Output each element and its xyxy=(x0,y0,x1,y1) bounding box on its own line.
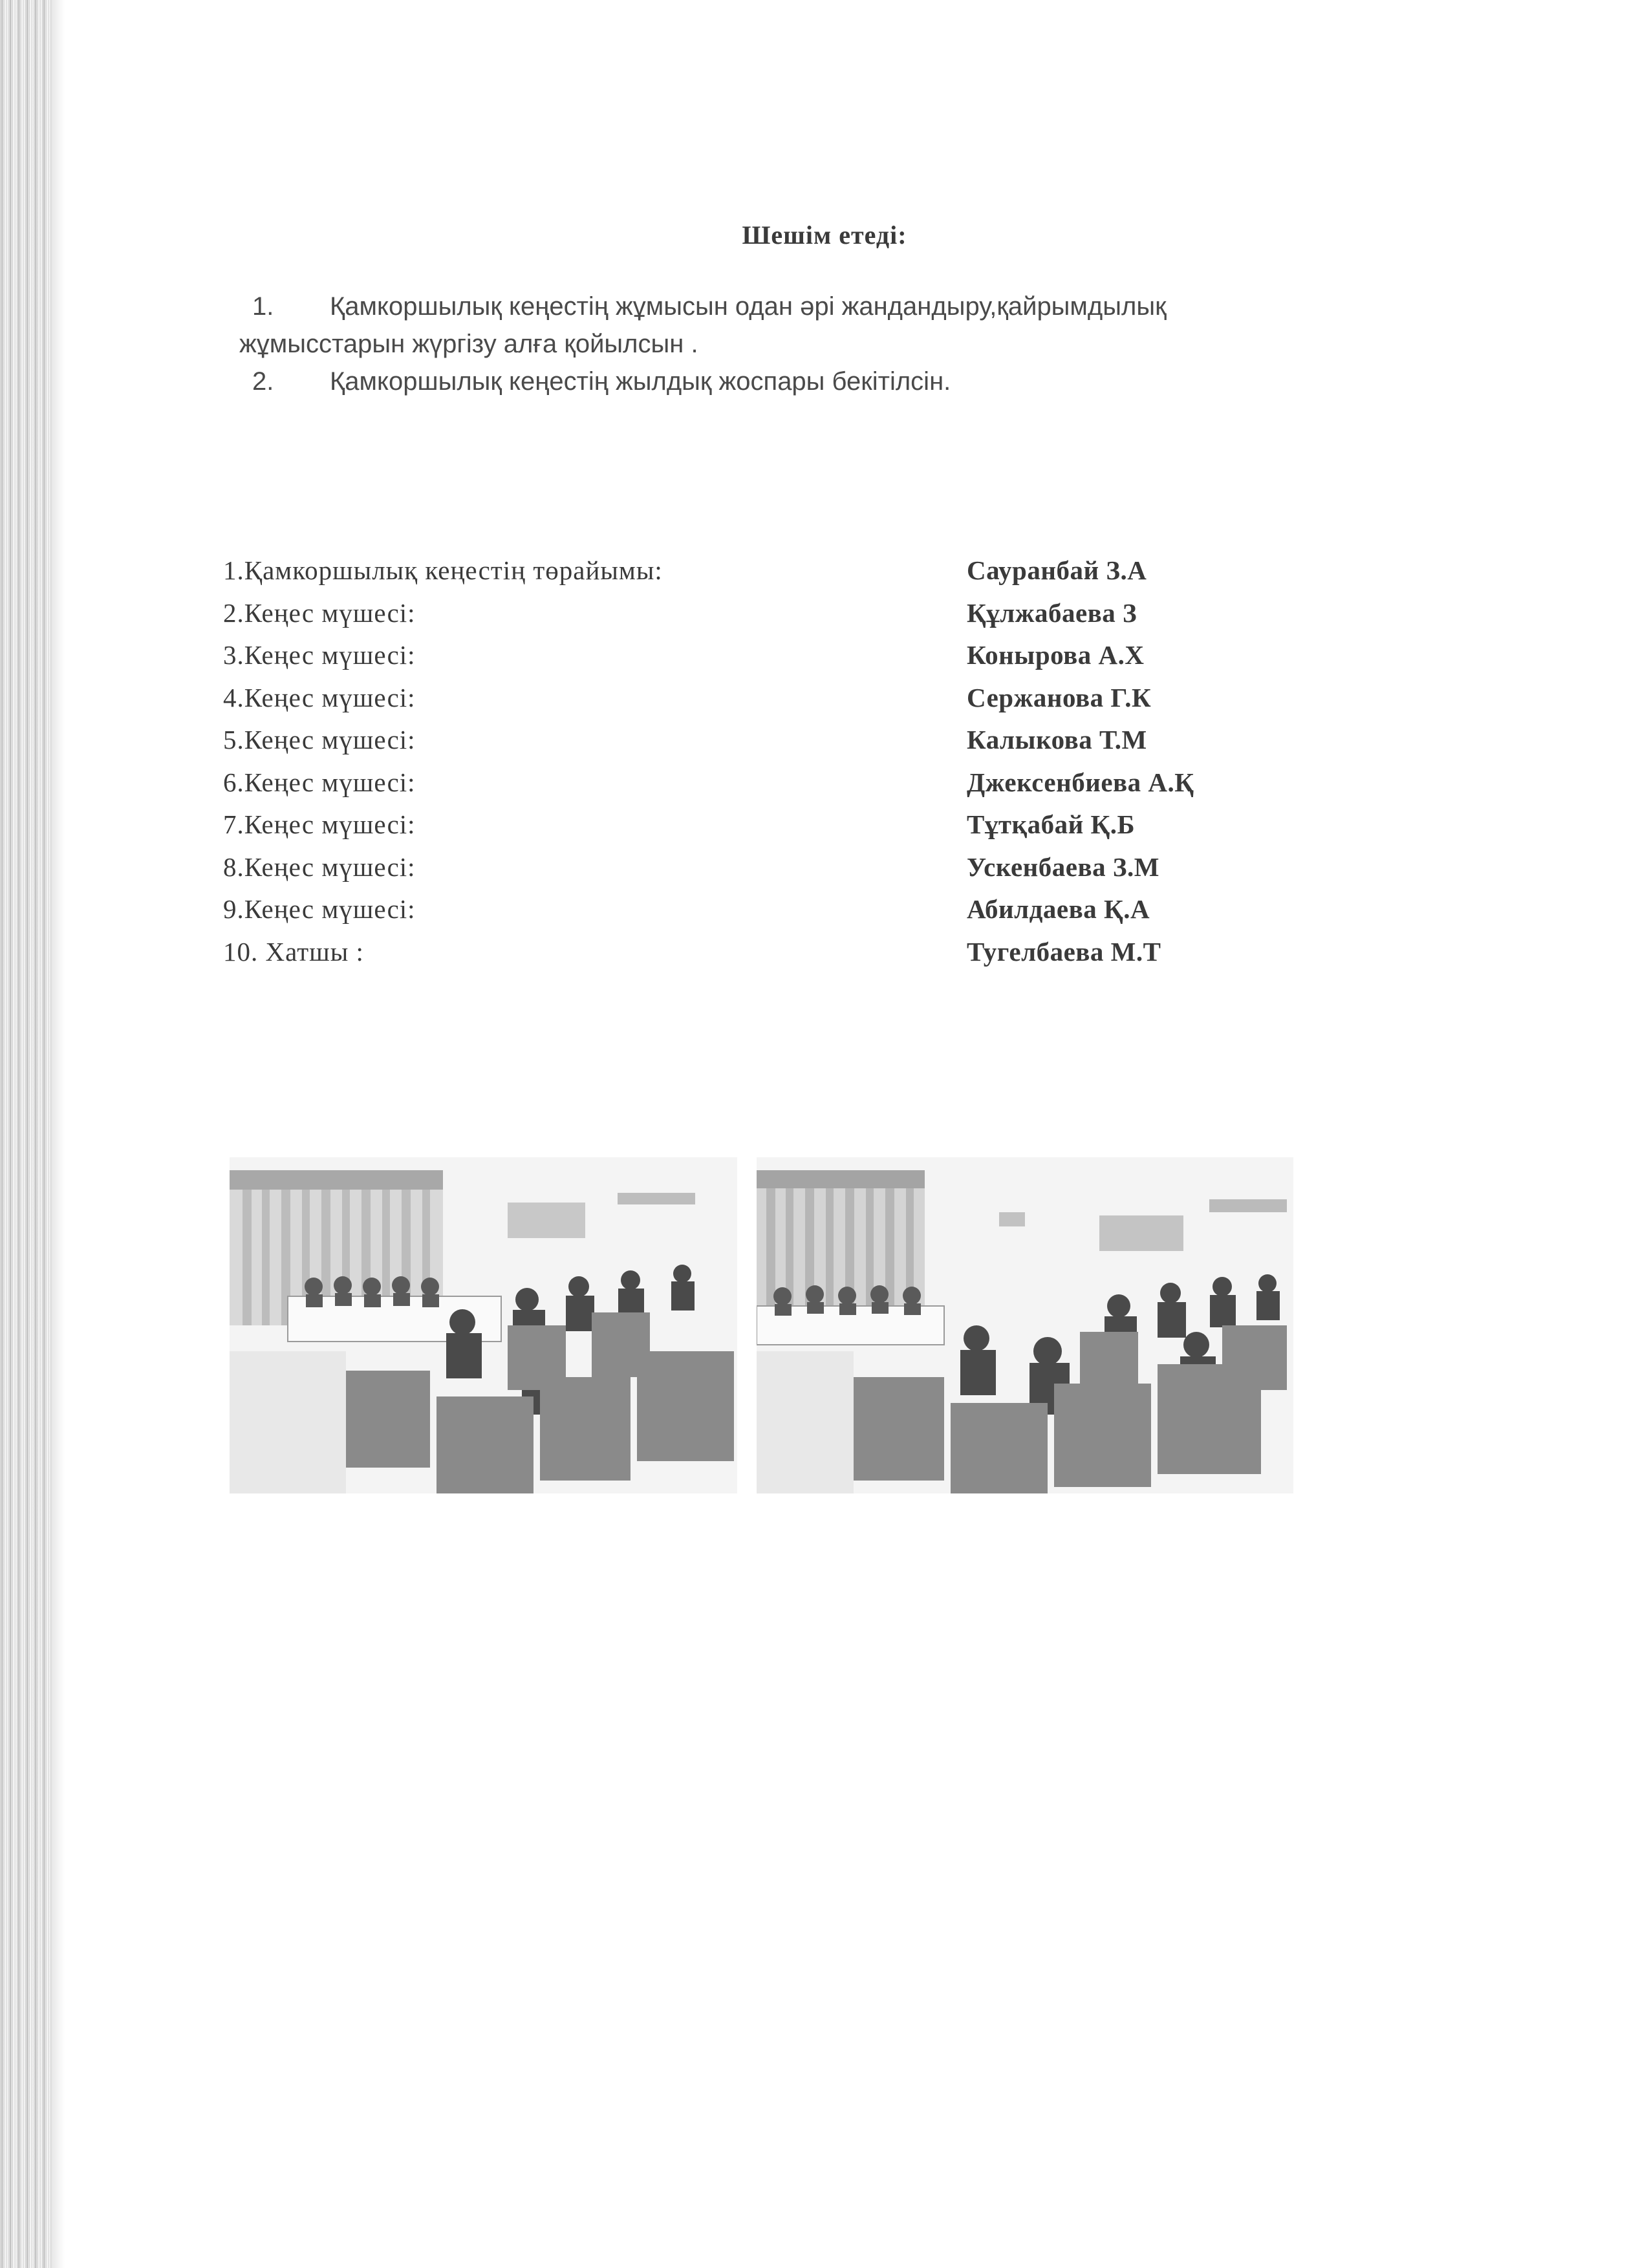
meeting-photo-2 xyxy=(757,1157,1293,1493)
member-row xyxy=(223,555,1322,597)
member-name: Калыкова Т.М xyxy=(967,725,1147,754)
meeting-hall-photo-icon xyxy=(757,1157,1293,1493)
member-row xyxy=(223,851,1322,894)
member-row xyxy=(223,809,1322,851)
decision-item-1 xyxy=(239,288,1313,363)
member-name: Ускенбаева З.М xyxy=(967,851,1159,882)
member-name: Конырова А.Х xyxy=(967,640,1145,670)
member-role: 1.Қамкоршылық кеңестің төрайымы: xyxy=(223,555,663,585)
member-role: 10. Хатшы : xyxy=(223,936,364,967)
decision-text: Қамкоршылық кеңестің жылдық жоспары бекітілсін. xyxy=(330,367,951,396)
decision-number: 1. xyxy=(252,292,274,321)
decision-item-2 xyxy=(239,363,1313,400)
page-heading: Шешім етеді: xyxy=(742,220,907,250)
member-role: 3.Кеңес мүшесі: xyxy=(223,640,416,670)
member-role: 6.Кеңес мүшесі: xyxy=(223,767,416,797)
member-row xyxy=(223,936,1322,979)
member-name: Құлжабаева З xyxy=(967,597,1137,628)
member-role: 7.Кеңес мүшесі: xyxy=(223,809,416,839)
meeting-hall-photo-icon xyxy=(230,1157,737,1493)
member-row xyxy=(223,724,1322,767)
decision-continuation: жұмысстарын жүргізу алға қойылсын . xyxy=(239,330,698,358)
member-row xyxy=(223,639,1322,682)
member-name: Сержанова Г.К xyxy=(967,682,1152,712)
decision-number: 2. xyxy=(252,367,274,396)
member-name: Тугелбаева М.Т xyxy=(967,936,1161,967)
decision-list xyxy=(239,288,1313,400)
member-row xyxy=(223,893,1322,936)
member-role: 2.Кеңес мүшесі: xyxy=(223,597,416,628)
council-member-list xyxy=(223,555,1322,978)
member-row xyxy=(223,597,1322,640)
decision-text: Қамкоршылық кеңестің жұмысын одан әрі жандандыру,қайрымдылық xyxy=(330,292,1167,321)
member-role: 9.Кеңес мүшесі: xyxy=(223,894,416,924)
member-row xyxy=(223,682,1322,725)
member-role: 5.Кеңес мүшесі: xyxy=(223,725,416,754)
member-role: 8.Кеңес мүшесі: xyxy=(223,851,416,882)
member-name: Сауранбай З.А xyxy=(967,555,1147,585)
member-role: 4.Кеңес мүшесі: xyxy=(223,682,416,712)
member-name: Тұтқабай Қ.Б xyxy=(967,809,1136,839)
member-name: Джексенбиева А.Қ xyxy=(967,767,1194,797)
member-name: Абилдаева Қ.А xyxy=(967,894,1150,924)
meeting-photo-1 xyxy=(230,1157,737,1493)
member-row xyxy=(223,767,1322,809)
scan-binding-edge xyxy=(0,0,52,2268)
